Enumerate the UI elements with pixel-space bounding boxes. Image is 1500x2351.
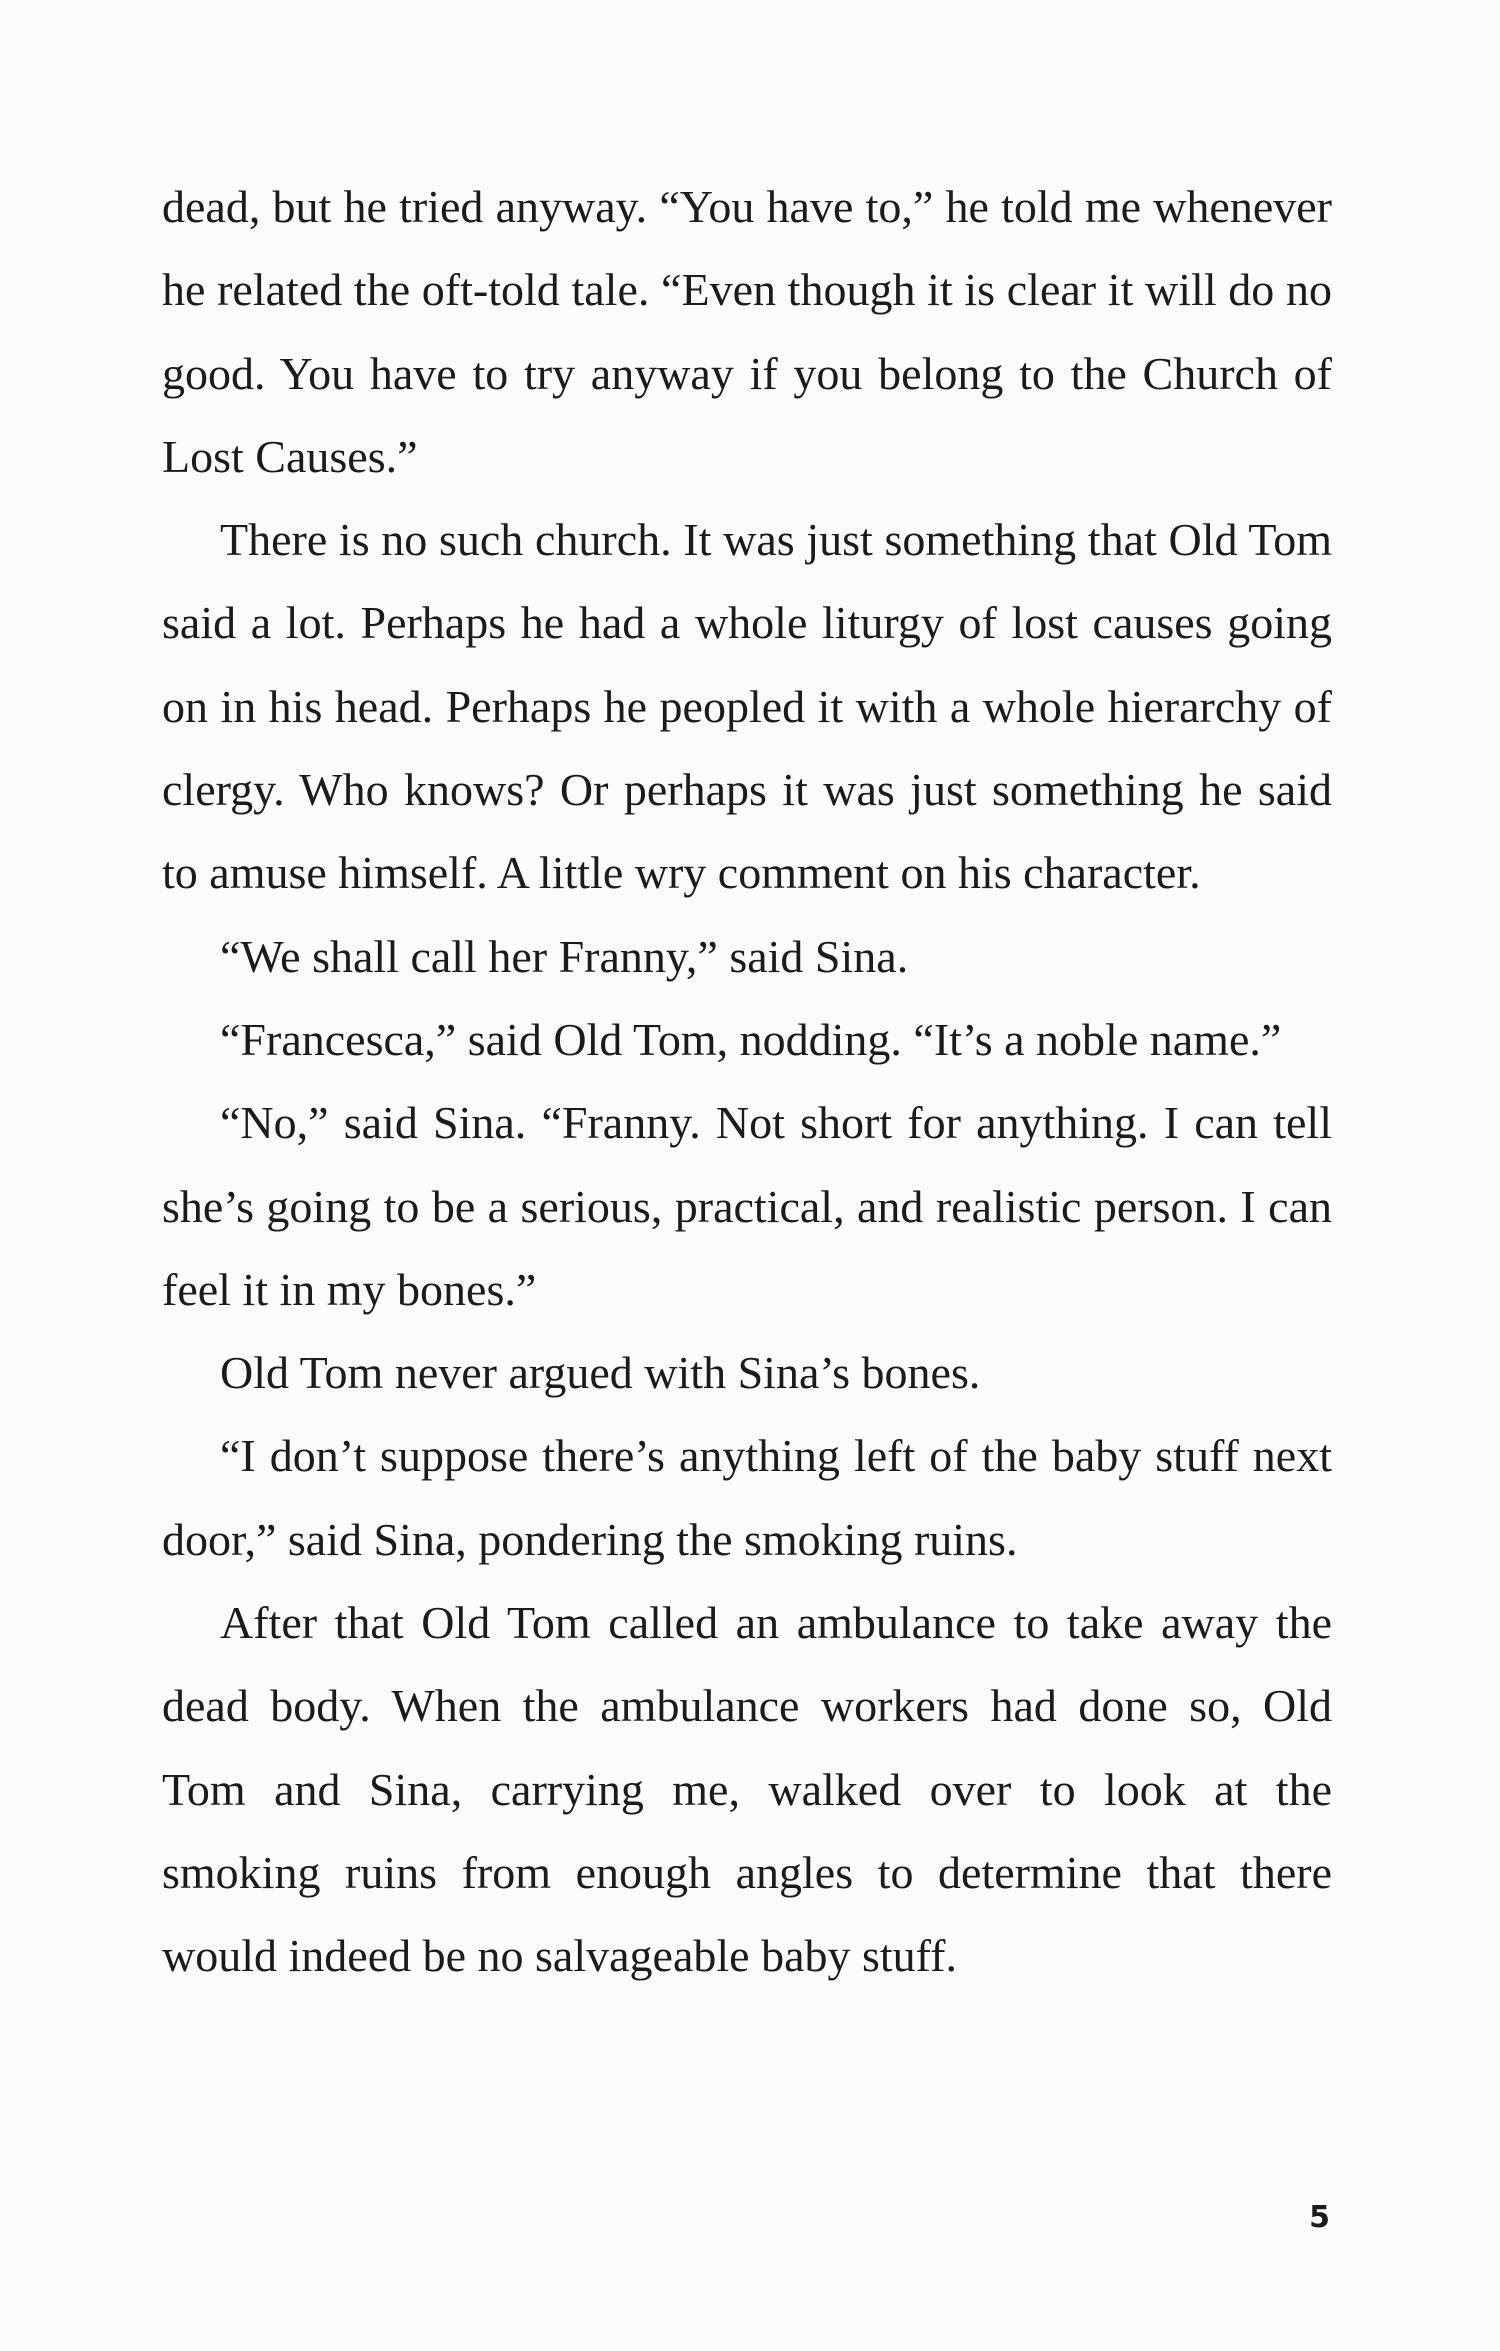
page-body bbox=[162, 165, 1332, 1998]
paragraph-1: dead, but he tried anyway. “You have to,” he told me whenever he related the oft-told tale. “Even though it is clear it will do no good. You have to try anyway if you belong to the Church of Lost Causes.” bbox=[162, 181, 1332, 482]
page-number: 5 bbox=[1309, 2200, 1330, 2235]
paragraph-4: “Francesca,” said Old Tom, nodding. “It’s a noble name.” bbox=[220, 1013, 1282, 1065]
paragraph-8: After that Old Tom called an ambulance to take away the dead body. When the ambulance workers had done so, Old Tom and Sina, carrying me, walked over to look at the smoking ruins from enough angles to determine that there would indeed be no salvageable baby stuff. bbox=[162, 1597, 1332, 1982]
paragraph-6: Old Tom never argued with Sina’s bones. bbox=[220, 1347, 981, 1399]
paragraph-5: “No,” said Sina. “Franny. Not short for anything. I can tell she’s going to be a serious, practical, and realistic person. I can feel it in my bones.” bbox=[162, 1097, 1332, 1315]
paragraph-7: “I don’t suppose there’s anything left of the baby stuff next door,” said Sina, pondering the smoking ruins. bbox=[162, 1430, 1332, 1565]
paragraph-3: “We shall call her Franny,” said Sina. bbox=[220, 930, 909, 982]
paragraph-2: There is no such church. It was just something that Old Tom said a lot. Perhaps he had a whole liturgy of lost causes going on in his head. Perhaps he peopled it with a whole hierarchy of clergy. Who knows? Or perhaps it was just something he said to amuse himself. A little wry comment on his character. bbox=[162, 514, 1332, 899]
